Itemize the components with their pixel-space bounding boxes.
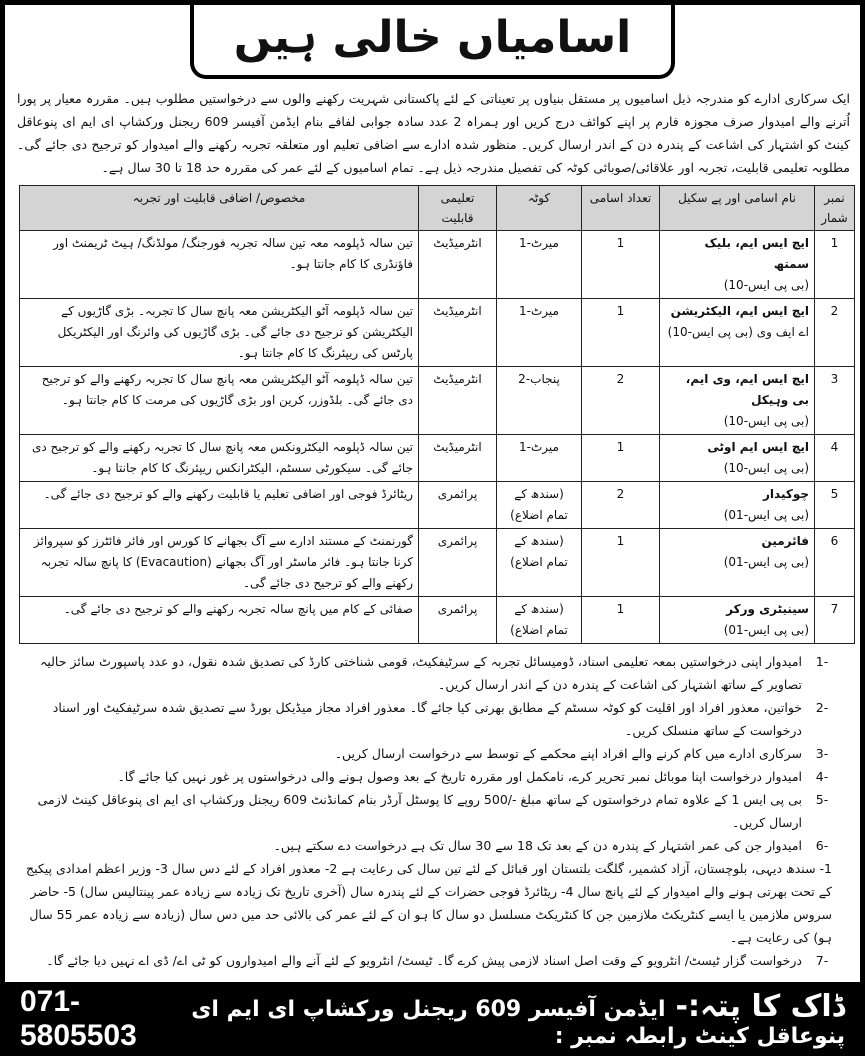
header-serial: نمبر شمار — [815, 186, 855, 231]
count-cell: 2 — [582, 482, 660, 529]
post-cell — [660, 299, 815, 367]
count-cell: 1 — [582, 529, 660, 597]
table-header-row — [20, 186, 855, 231]
quota-cell: (سندھ کے تمام اضلاع) — [497, 597, 582, 644]
quota-cell: میرٹ-1 — [497, 435, 582, 482]
serial-cell: 4 — [815, 435, 855, 482]
note-text: امیدوار درخواست اپنا موبائل نمبر تحریر کرے، نامکمل اور مقررہ تاریخ کے بعد وصول ہونے والی درخواستوں پر غور نہیں کیا جائے گا۔ — [117, 769, 802, 784]
post-cell — [660, 482, 815, 529]
note-item — [17, 788, 842, 834]
pay-scale: اے ایف وی (بی پی ایس-10) — [667, 325, 809, 339]
post-name: فائرمین — [761, 534, 809, 548]
note-text: 1- سندھ دیہی، بلوچستان، آزاد کشمیر، گلگت بلتستان اور قبائل کے لئے تین سال کی رعایت ہے 2- معذور افراد کے لئے دس سال 3- وزیر اعظم امدادی پیکیج کے تحت بھرتی ہونے والے امیدوار کے لئے پانچ سال 4- ریٹائرڈ فوجی حضرات کے لئے پندرہ سال (آخری تاریخ تک زیادہ سے زیادہ عمر پینتالیس سال) 5- حاضر سروس ملازمین یا ایسے کنٹریکٹ ملازمین جن کا کنٹریکٹ مسلسل دو سال کا ہو ان کے لئے عمر کی بالائی حد میں دس سال (زیادہ سے زیادہ عمر 55 سال ہو) کی رعایت ہے۔ — [26, 861, 832, 945]
count-cell: 2 — [582, 367, 660, 435]
post-cell — [660, 435, 815, 482]
note-text: درخواست گزار ٹیسٹ/ انٹرویو کے وقت اصل اسناد لازمی پیش کرے گا۔ ٹیسٹ/ انٹرویو کے لئے آنے والے امیدواروں کو ٹی اے/ ڈی اے نہیں دیا جائے گا۔ — [46, 953, 802, 968]
pay-scale: (بی پی ایس-10) — [723, 414, 809, 428]
postal-address — [149, 989, 845, 1049]
note-text: امیدوار اپنی درخواستیں بمعہ تعلیمی اسناد، ڈومیسائل تجربہ کے سرٹیفکیٹ، قومی شناختی کارڈ کی تصدیق شدہ نقول، دو عدد پاسپورٹ سائز حالیہ تصاویر کے ساتھ اشتہار کی اشاعت کے پندرہ دن کے اندر ارسال کریں۔ — [40, 654, 802, 692]
education-cell: انٹرمیڈیٹ — [419, 231, 497, 299]
post-name: ایچ ایس ایم اوٹی — [707, 440, 809, 454]
quota-cell: میرٹ-1 — [497, 299, 582, 367]
count-cell: 1 — [582, 435, 660, 482]
post-cell — [660, 597, 815, 644]
count-cell: 1 — [582, 597, 660, 644]
address-label: ڈاک کا پتہ:- — [675, 989, 845, 1024]
pay-scale: (بی پی ایس-01) — [723, 555, 809, 569]
note-item — [17, 834, 842, 857]
experience-cell: تین سالہ ڈپلومہ آٹو الیکٹریشن معہ پانچ سال کا تجربہ رکھنے والے کو ترجیح دی جائے گی۔ بلڈوزر، کرین اور بڑی گاڑیوں کی مرمت کا کام جانتا ہو۔ — [20, 367, 419, 435]
post-name: سینیٹری ورکر — [726, 602, 809, 616]
education-cell: پرائمری — [419, 529, 497, 597]
footer-contact-bar — [0, 982, 865, 1056]
post-cell — [660, 231, 815, 299]
post-cell — [660, 367, 815, 435]
table-row — [20, 597, 855, 644]
header-experience: مخصوص/ اضافی قابلیت اور تجربہ — [20, 186, 419, 231]
experience-cell: صفائی کے کام میں پانچ سالہ تجربہ رکھنے والے کو ترجیح دی جائے گی۔ — [20, 597, 419, 644]
education-cell: پرائمری — [419, 597, 497, 644]
intro-paragraph: ایک سرکاری ادارے کو مندرجہ ذیل اسامیوں پر مستقل بنیاوں پر تعیناتی کے لئے پاکستانی شہریت رکھنے والوں سے درخواستیں مطلوب ہیں۔ مقررہ معیار پر پورا اُترنے والے امیدوار صرف مجوزہ فارم پر اپنے کوائف درج کریں اور ہمراہ 2 عدد سادہ جوابی لفافے بنام ایڈمن آفیسر 609 ریجنل ورکشاپ ای ایم ای پنوعاقل کینٹ کو اشتہار کی اشاعت کے پندرہ دن کے اندر ارسال کریں۔ منظور شدہ ادارے سے اضافی تعلیم اور متعلقہ تجربہ رکھنے والے امیدوار کو ترجیح دی جائے گی۔ مطلوبہ تعلیمی قابلیت، تجربہ اور علاقائی/صوبائی کوٹہ کی تفصیل مندرجہ ذیل ہے۔ تمام اسامیوں کے لئے عمر کی مقررہ حد 18 تا 30 سال ہے۔ — [17, 91, 850, 175]
note-number: -6 — [815, 838, 829, 853]
post-name: ایچ ایس ایم، وی ایم، بی وہیکل — [685, 372, 809, 407]
ad-title: اسامیاں خالی ہیں — [190, 5, 675, 79]
note-item — [17, 650, 842, 696]
note-item — [17, 949, 842, 972]
notes-list — [17, 650, 842, 972]
vacancies-table — [19, 185, 855, 644]
note-number: -2 — [815, 700, 829, 715]
post-name: ایچ ایس ایم، بلیک سمتھ — [704, 236, 809, 271]
serial-cell: 1 — [815, 231, 855, 299]
pay-scale: (بی پی ایس-01) — [723, 623, 809, 637]
serial-cell: 3 — [815, 367, 855, 435]
experience-cell: تین سالہ ڈپلومہ آٹو الیکٹریشن معہ پانچ سال کا تجربہ۔ بڑی گاڑیوں کے الیکٹریشن کو ترجیح دی جائے گی۔ بڑی گاڑیوں کی وائرنگ اور الیکٹریکل پارٹس کی ریپئرنگ کا کام جانتا ہو۔ — [20, 299, 419, 367]
note-item — [17, 765, 842, 788]
note-number: -7 — [815, 953, 829, 968]
post-name: ایچ ایس ایم، الیکٹریشن — [670, 304, 809, 318]
table-row — [20, 367, 855, 435]
pay-scale: (بی پی ایس-10) — [723, 278, 809, 292]
post-cell — [660, 529, 815, 597]
serial-cell: 2 — [815, 299, 855, 367]
note-number: -3 — [815, 746, 829, 761]
count-cell: 1 — [582, 299, 660, 367]
serial-cell: 5 — [815, 482, 855, 529]
note-item — [17, 742, 842, 765]
experience-cell: تین سالہ ڈپلومہ معہ تین سالہ تجربہ فورجنگ/ مولڈنگ/ ہیٹ ٹریمنٹ اور فاؤنڈری کا کام جانتا ہو۔ — [20, 231, 419, 299]
note-number: -5 — [815, 792, 829, 807]
note-text: سرکاری ادارے میں کام کرنے والے افراد اپنے محکمے کے توسط سے درخواست ارسال کریں۔ — [334, 746, 802, 761]
pay-scale: (بی پی ایس-01) — [723, 508, 809, 522]
note-text: امیدوار جن کی عمر اشتہار کے پندرہ دن کے بعد تک 18 سے 30 سال تک ہے درخواست دے سکتے ہیں۔ — [273, 838, 802, 853]
quota-cell: میرٹ-1 — [497, 231, 582, 299]
header-count: تعداد اسامی — [582, 186, 660, 231]
header-education: تعلیمی قابلیت — [419, 186, 497, 231]
quota-cell: (سندھ کے تمام اضلاع) — [497, 482, 582, 529]
serial-cell: 6 — [815, 529, 855, 597]
quota-cell: پنجاب-2 — [497, 367, 582, 435]
count-cell: 1 — [582, 231, 660, 299]
education-cell: انٹرمیڈیٹ — [419, 367, 497, 435]
serial-cell: 7 — [815, 597, 855, 644]
note-text: بی پی ایس 1 کے علاوہ تمام درخواستوں کے ساتھ مبلغ -/500 روپے کا پوسٹل آرڈر بنام کمانڈنٹ 609 ریجنل ورکشاپ ای ایم ای پنوعاقل کینٹ لازمی ارسال کریں۔ — [37, 792, 802, 830]
header-post: نام اسامی اور پے سکیل — [660, 186, 815, 231]
table-row — [20, 435, 855, 482]
post-name: چوکیدار — [762, 487, 809, 501]
table-row — [20, 299, 855, 367]
address-text: ایڈمن آفیسر 609 ریجنل ورکشاپ ای ایم ای پنوعاقل کینٹ رابطہ نمبر : — [191, 997, 845, 1049]
pay-scale: (بی پی ایس-10) — [723, 461, 809, 475]
experience-cell: تین سالہ ڈپلومہ الیکٹرونکس معہ پانچ سال کا تجربہ رکھنے والے کو ترجیح دی جائے گی۔ سیکورٹی سسٹم، الیکٹرانکس ریپئرنگ کا کام جانتا ہو۔ — [20, 435, 419, 482]
experience-cell: ریٹائرڈ فوجی اور اضافی تعلیم یا قابلیت رکھنے والے کو ترجیح دی جائے گی۔ — [20, 482, 419, 529]
quota-cell: (سندھ کے تمام اضلاع) — [497, 529, 582, 597]
experience-cell: گورنمنٹ کے مستند ادارے سے آگ بجھانے کا کورس اور فائر فائٹرز کو سپروائز کرنا جانتا ہو۔ فائر ماسٹر اور آگ بجھانے (Evacaution) کا پانچ سالہ تجربہ رکھنے والے کو ترجیح دی جائے گی۔ — [20, 529, 419, 597]
table-row — [20, 529, 855, 597]
education-cell: انٹرمیڈیٹ — [419, 299, 497, 367]
education-cell: پرائمری — [419, 482, 497, 529]
note-number: -4 — [815, 769, 829, 784]
note-text: خواتین، معذور افراد اور اقلیت کو کوٹہ سسٹم کے مطابق بھرتی کیا جائے گا۔ معذور افراد مجاز میڈیکل بورڈ سے تصدیق شدہ سرٹیفکیٹ اور اسناد درخواست کے ساتھ منسلک کریں۔ — [52, 700, 802, 738]
header-quota: کوٹہ — [497, 186, 582, 231]
education-cell: انٹرمیڈیٹ — [419, 435, 497, 482]
title-banner — [5, 5, 860, 83]
note-item — [17, 696, 842, 742]
table-row — [20, 482, 855, 529]
contact-phone: 071-5805503 — [20, 985, 137, 1052]
table-row — [20, 231, 855, 299]
note-number: -1 — [815, 654, 829, 669]
note-item — [17, 857, 842, 949]
